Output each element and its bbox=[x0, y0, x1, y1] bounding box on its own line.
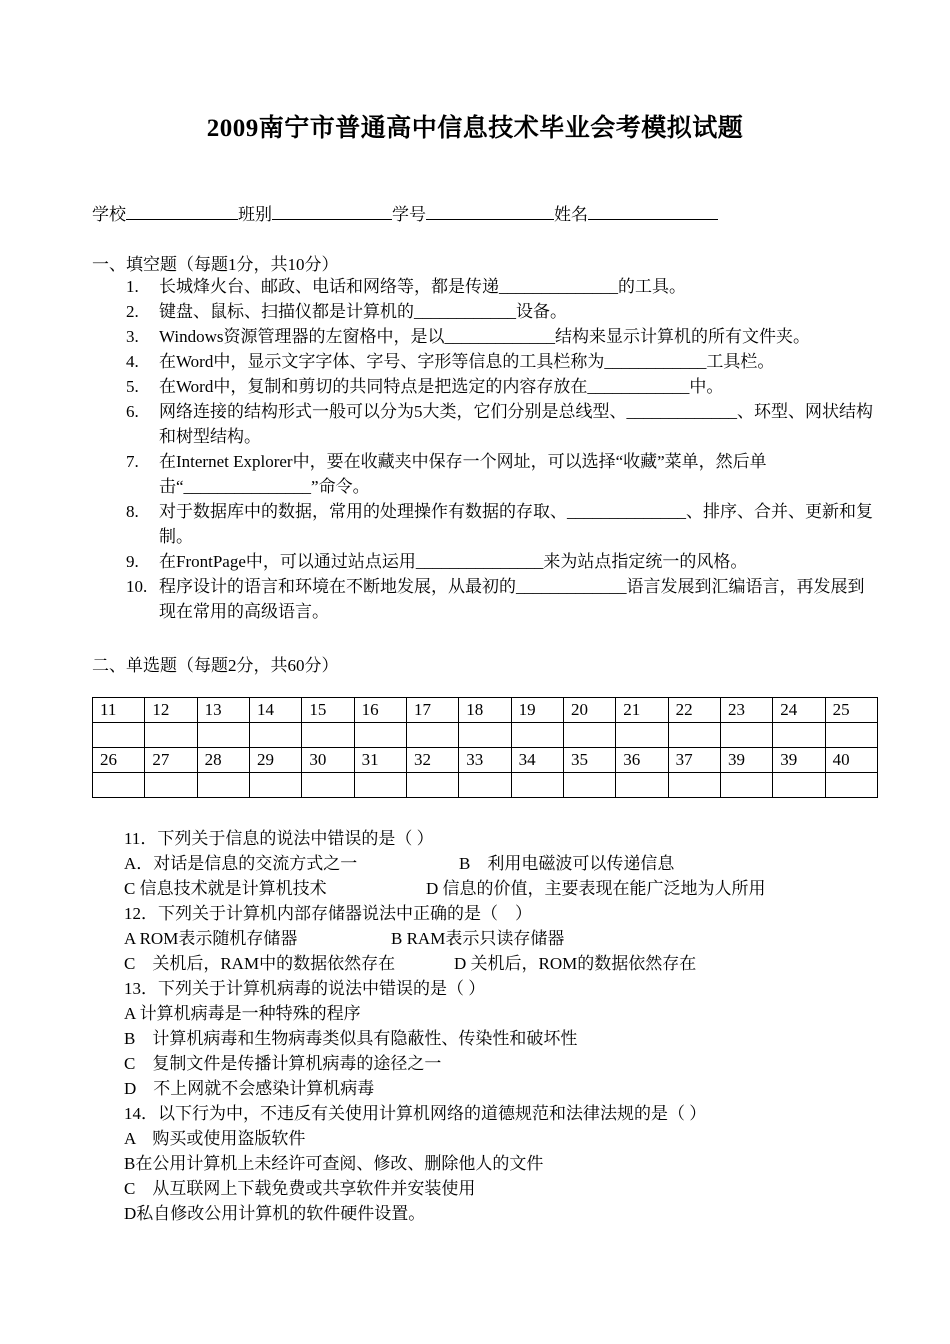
table-header-cell: 22 bbox=[668, 698, 720, 723]
answer-cell[interactable] bbox=[511, 723, 563, 748]
answer-cell[interactable] bbox=[249, 773, 301, 798]
answer-cell[interactable] bbox=[302, 723, 354, 748]
options-row bbox=[124, 926, 884, 951]
answer-cell[interactable] bbox=[354, 773, 406, 798]
answer-cell[interactable] bbox=[825, 773, 877, 798]
list-item: 3. Windows资源管理器的左窗格中，是以_____________结构来显示计算机的所有文件夹。 bbox=[126, 327, 810, 346]
option-c: C 信息技术就是计算机技术 bbox=[124, 879, 327, 898]
option-b: B RAM表示只读存储器 bbox=[391, 929, 565, 948]
table-row bbox=[93, 773, 878, 798]
answer-cell[interactable] bbox=[773, 723, 825, 748]
answer-cell[interactable] bbox=[459, 773, 511, 798]
list-item: 4. 在Word中，显示文字字体、字号、字形等信息的工具栏称为____________工具栏。 bbox=[126, 352, 775, 371]
list-item: 10. 程序设计的语言和环境在不断地发展，从最初的_____________语言发展到汇编语言，再发展到现在常用的高级语言。 bbox=[126, 577, 865, 621]
table-header-cell: 18 bbox=[459, 698, 511, 723]
school-blank bbox=[126, 203, 238, 220]
section2-heading: 二、单选题（每题2分，共60分） bbox=[92, 656, 339, 675]
option-d: D 关机后，ROM的数据依然存在 bbox=[454, 954, 697, 973]
table-row bbox=[93, 748, 878, 773]
table-header-cell: 21 bbox=[616, 698, 668, 723]
answer-cell[interactable] bbox=[145, 723, 197, 748]
question-stem: 13．下列关于计算机病毒的说法中错误的是（ ） bbox=[124, 979, 486, 998]
question-stem: 11．下列关于信息的说法中错误的是（ ） bbox=[124, 829, 434, 848]
option-d: D 不上网就不会感染计算机病毒 bbox=[124, 1079, 375, 1098]
table-header-cell: 32 bbox=[406, 748, 458, 773]
answer-cell[interactable] bbox=[511, 773, 563, 798]
table-header-cell: 26 bbox=[93, 748, 145, 773]
answer-cell[interactable] bbox=[406, 773, 458, 798]
list-item: 1. 长城烽火台、邮政、电话和网络等，都是传递______________的工具。 bbox=[126, 277, 686, 296]
table-header-cell: 17 bbox=[406, 698, 458, 723]
answer-cell[interactable] bbox=[406, 723, 458, 748]
table-header-cell: 28 bbox=[197, 748, 249, 773]
table-header-cell: 29 bbox=[249, 748, 301, 773]
answer-cell[interactable] bbox=[563, 723, 615, 748]
option-a: A．对话是信息的交流方式之一 bbox=[124, 854, 358, 873]
answer-cell[interactable] bbox=[616, 723, 668, 748]
list-item: 6. 网络连接的结构形式一般可以分为5大类，它们分别是总线型、_____________、环型、网状结构和树型结构。 bbox=[126, 402, 873, 446]
answer-cell[interactable] bbox=[668, 773, 720, 798]
answer-cell[interactable] bbox=[93, 773, 145, 798]
answer-cell[interactable] bbox=[616, 773, 668, 798]
student-id-label: 学号 bbox=[392, 205, 426, 224]
option-b: B 利用电磁波可以传递信息 bbox=[459, 854, 675, 873]
table-header-cell: 20 bbox=[563, 698, 615, 723]
answer-cell[interactable] bbox=[197, 723, 249, 748]
answer-table bbox=[92, 697, 878, 798]
answer-cell[interactable] bbox=[302, 773, 354, 798]
page-title: 2009南宁市普通高中信息技术毕业会考模拟试题 bbox=[206, 115, 744, 142]
table-row bbox=[93, 723, 878, 748]
table-header-cell: 15 bbox=[302, 698, 354, 723]
list-item: 5. 在Word中，复制和剪切的共同特点是把选定的内容存放在____________中。 bbox=[126, 377, 724, 396]
options-row bbox=[124, 851, 884, 876]
list-item: 9. 在FrontPage中，可以通过站点运用_______________来为站点指定统一的风格。 bbox=[126, 552, 748, 571]
option-c: C 从互联网上下载免费或共享软件并安装使用 bbox=[124, 1179, 476, 1198]
table-header-cell: 40 bbox=[825, 748, 877, 773]
answer-cell[interactable] bbox=[668, 723, 720, 748]
option-a: A 购买或使用盗版软件 bbox=[124, 1129, 306, 1148]
student-id-blank bbox=[426, 203, 554, 220]
answer-cell[interactable] bbox=[93, 723, 145, 748]
answer-cell[interactable] bbox=[354, 723, 406, 748]
table-header-cell: 31 bbox=[354, 748, 406, 773]
fill-in-question-list bbox=[126, 274, 876, 624]
answer-cell[interactable] bbox=[145, 773, 197, 798]
question-stem: 12．下列关于计算机内部存储器说法中正确的是（ ） bbox=[124, 904, 532, 923]
table-header-cell: 35 bbox=[563, 748, 615, 773]
list-item: 2. 键盘、鼠标、扫描仪都是计算机的____________设备。 bbox=[126, 302, 567, 321]
options-row bbox=[124, 876, 884, 901]
class-blank bbox=[272, 203, 392, 220]
school-label: 学校 bbox=[92, 205, 126, 224]
name-blank bbox=[588, 203, 718, 220]
table-header-cell: 33 bbox=[459, 748, 511, 773]
answer-cell[interactable] bbox=[563, 773, 615, 798]
table-header-cell: 13 bbox=[197, 698, 249, 723]
option-a: A 计算机病毒是一种特殊的程序 bbox=[124, 1004, 361, 1023]
table-header-cell: 11 bbox=[93, 698, 145, 723]
name-label: 姓名 bbox=[554, 205, 588, 224]
table-header-cell: 16 bbox=[354, 698, 406, 723]
question-stem: 14．以下行为中，不违反有关使用计算机网络的道德规范和法律法规的是（ ） bbox=[124, 1104, 707, 1123]
list-item: 7. 在Internet Explorer中，要在收藏夹中保存一个网址，可以选择“收藏”菜单，然后单击“_______________”命令。 bbox=[126, 452, 767, 496]
class-label: 班别 bbox=[238, 205, 272, 224]
option-b: B在公用计算机上未经许可查阅、修改、删除他人的文件 bbox=[124, 1154, 544, 1173]
option-c: C 复制文件是传播计算机病毒的途径之一 bbox=[124, 1054, 442, 1073]
answer-cell[interactable] bbox=[720, 773, 772, 798]
multiple-choice-questions bbox=[124, 826, 884, 1226]
table-header-cell: 24 bbox=[773, 698, 825, 723]
answer-cell[interactable] bbox=[197, 773, 249, 798]
option-d: D私自修改公用计算机的软件硬件设置。 bbox=[124, 1204, 426, 1223]
answer-cell[interactable] bbox=[720, 723, 772, 748]
table-header-cell: 39 bbox=[720, 748, 772, 773]
table-header-cell: 12 bbox=[145, 698, 197, 723]
option-a: A ROM表示随机存储器 bbox=[124, 929, 298, 948]
student-info-line bbox=[92, 200, 718, 225]
option-d: D 信息的价值，主要表现在能广泛地为人所用 bbox=[426, 879, 766, 898]
table-header-cell: 36 bbox=[616, 748, 668, 773]
table-row bbox=[93, 698, 878, 723]
section1-heading: 一、填空题（每题1分，共10分） bbox=[92, 255, 339, 274]
table-header-cell: 25 bbox=[825, 698, 877, 723]
table-header-cell: 34 bbox=[511, 748, 563, 773]
table-header-cell: 37 bbox=[668, 748, 720, 773]
table-header-cell: 23 bbox=[720, 698, 772, 723]
table-header-cell: 19 bbox=[511, 698, 563, 723]
option-c: C 关机后，RAM中的数据依然存在 bbox=[124, 954, 396, 973]
list-item: 8. 对于数据库中的数据，常用的处理操作有数据的存取、______________、排序、合并、更新和复制。 bbox=[126, 502, 873, 546]
table-header-cell: 27 bbox=[145, 748, 197, 773]
table-header-cell: 14 bbox=[249, 698, 301, 723]
answer-cell[interactable] bbox=[773, 773, 825, 798]
option-b: B 计算机病毒和生物病毒类似具有隐蔽性、传染性和破坏性 bbox=[124, 1029, 578, 1048]
answer-cell[interactable] bbox=[459, 723, 511, 748]
table-header-cell: 39 bbox=[773, 748, 825, 773]
table-header-cell: 30 bbox=[302, 748, 354, 773]
options-row bbox=[124, 951, 884, 976]
answer-cell[interactable] bbox=[249, 723, 301, 748]
answer-cell[interactable] bbox=[825, 723, 877, 748]
